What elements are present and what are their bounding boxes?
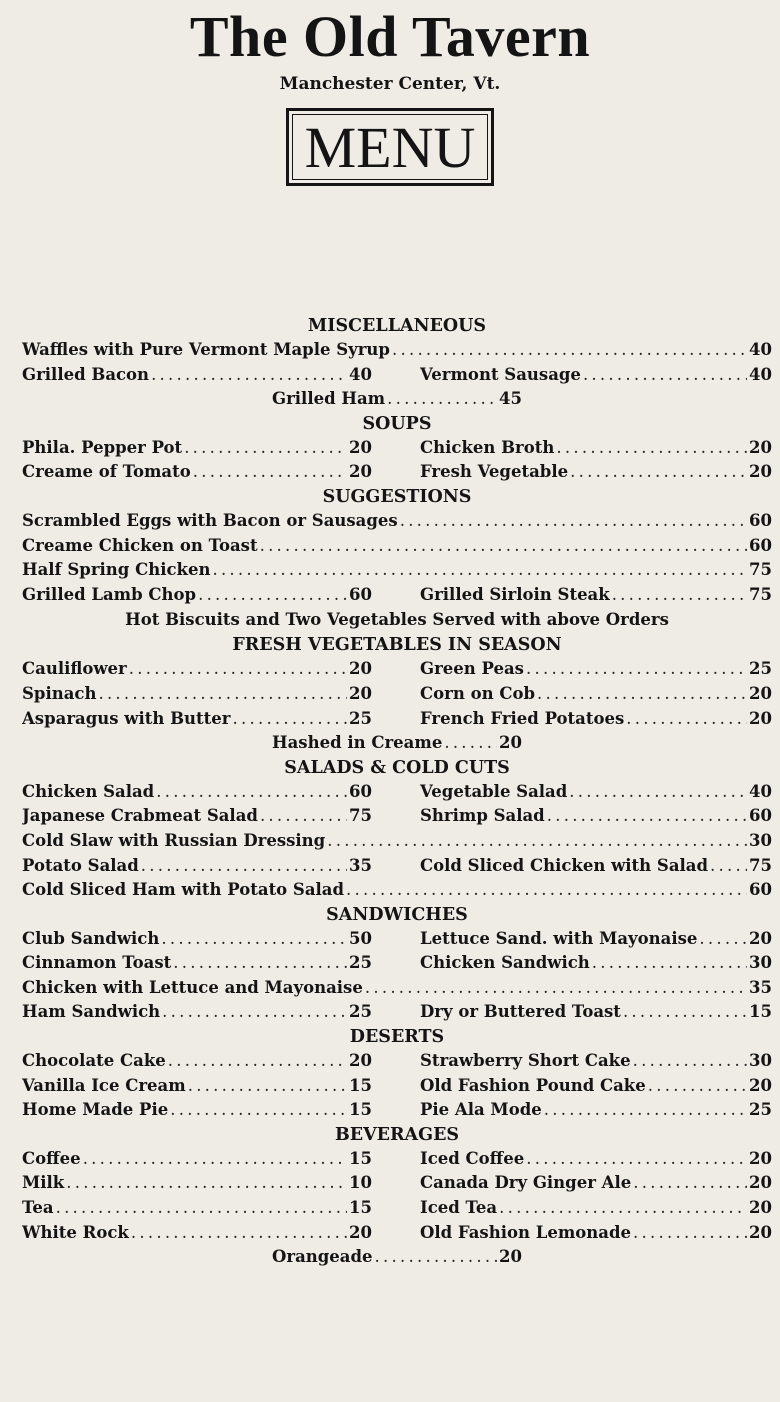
menu-item xyxy=(22,829,772,854)
restaurant-name: The Old Tavern xyxy=(189,4,591,69)
item-price: 25 xyxy=(749,659,772,679)
item-name: Home Made Pie xyxy=(22,1100,169,1120)
item-price: 20 xyxy=(349,1051,372,1071)
item-name: Chocolate Cake xyxy=(22,1051,166,1071)
menu-item xyxy=(372,657,772,682)
menu-item xyxy=(22,878,772,903)
menu-item xyxy=(22,436,372,461)
item-name: Hashed in Creame xyxy=(272,733,443,753)
menu-item xyxy=(22,534,772,559)
item-name: Vanilla Ice Cream xyxy=(22,1075,186,1095)
item-price: 40 xyxy=(749,340,772,359)
item-name: Cauliflower xyxy=(22,659,127,679)
item-name: Ham Sandwich xyxy=(22,1002,161,1022)
menu-item xyxy=(372,1171,772,1196)
item-price: 35 xyxy=(749,977,772,997)
item-name: Japanese Crabmeat Salad xyxy=(22,806,258,826)
menu-item xyxy=(22,338,772,363)
menu-item xyxy=(22,1221,372,1246)
menu-body xyxy=(22,314,772,1270)
item-price: 15 xyxy=(349,1075,372,1095)
menu-item xyxy=(372,854,772,879)
item-price: 30 xyxy=(749,953,772,973)
menu-item xyxy=(372,460,772,485)
menu-item xyxy=(372,951,772,976)
item-name: Dry or Buttered Toast xyxy=(420,1002,621,1022)
item-price: 20 xyxy=(349,437,372,457)
menu-item xyxy=(372,1074,772,1099)
menu-item xyxy=(22,1171,372,1196)
item-name: Coffee xyxy=(22,1148,81,1168)
item-price: 60 xyxy=(349,781,372,801)
menu-item xyxy=(372,363,772,388)
item-name: Scrambled Eggs with Bacon or Sausages xyxy=(22,510,398,530)
section-title-soups: SOUPS xyxy=(362,413,432,434)
item-price: 25 xyxy=(349,953,372,973)
item-price: 30 xyxy=(749,1051,772,1071)
menu-label-box xyxy=(286,108,495,186)
menu-item xyxy=(372,436,772,461)
item-price: 20 xyxy=(749,1222,772,1242)
item-price: 20 xyxy=(499,1247,522,1267)
section-title-vegetables: FRESH VEGETABLES IN SEASON xyxy=(232,635,562,656)
item-name: Creame of Tomato xyxy=(22,462,191,482)
item-price: 20 xyxy=(349,659,372,679)
item-price: 20 xyxy=(749,462,772,482)
suggestions-note: Hot Biscuits and Two Vegetables Served with above Orders xyxy=(125,610,669,630)
item-name: Fresh Vegetable xyxy=(420,462,569,482)
item-price: 20 xyxy=(499,733,522,753)
menu-item xyxy=(22,1000,372,1025)
menu-item xyxy=(22,1196,372,1221)
item-price: 20 xyxy=(349,462,372,482)
menu-item xyxy=(22,780,372,805)
item-price: 15 xyxy=(349,1148,372,1168)
section-title-deserts: DESERTS xyxy=(349,1027,445,1048)
menu-item xyxy=(22,1049,372,1074)
item-price: 20 xyxy=(749,1173,772,1193)
item-name: Chicken with Lettuce and Mayonaise xyxy=(22,977,363,997)
menu-item xyxy=(22,460,372,485)
item-name: Tea xyxy=(22,1198,54,1218)
item-price: 20 xyxy=(749,1148,772,1168)
item-price: 20 xyxy=(749,1075,772,1095)
menu-item xyxy=(372,927,772,952)
menu-item xyxy=(272,387,522,412)
item-name: Creame Chicken on Toast xyxy=(22,535,258,555)
item-price: 75 xyxy=(349,806,372,826)
item-price: 50 xyxy=(349,928,372,948)
item-price: 20 xyxy=(749,1198,772,1218)
menu-item xyxy=(372,1196,772,1221)
item-price: 40 xyxy=(349,364,372,384)
menu-item xyxy=(22,682,372,707)
menu-item xyxy=(22,951,372,976)
item-price: 75 xyxy=(749,560,772,580)
menu-item xyxy=(22,804,372,829)
menu-item xyxy=(22,707,372,732)
item-name: Orangeade xyxy=(272,1247,373,1267)
item-name: Phila. Pepper Pot xyxy=(22,437,183,457)
menu-item xyxy=(22,1074,372,1099)
item-name: Half Spring Chicken xyxy=(22,560,211,580)
menu-item xyxy=(22,927,372,952)
item-name: Corn on Cob xyxy=(420,683,535,703)
item-name: Shrimp Salad xyxy=(420,806,545,826)
item-name: Old Fashion Pound Cake xyxy=(420,1075,646,1095)
section-title-salads: SALADS & COLD CUTS xyxy=(284,757,510,778)
item-price: 20 xyxy=(749,437,772,457)
item-name: Iced Tea xyxy=(420,1198,498,1218)
item-name: Grilled Ham xyxy=(272,389,386,409)
item-price: 45 xyxy=(499,389,522,409)
section-title-sandwiches: SANDWICHES xyxy=(326,904,468,925)
menu-item xyxy=(272,731,522,756)
item-price: 15 xyxy=(749,1002,772,1022)
item-name: White Rock xyxy=(22,1222,129,1242)
menu-item xyxy=(22,976,772,1001)
menu-label: MENU xyxy=(292,114,489,180)
restaurant-location: Manchester Center, Vt. xyxy=(279,74,501,94)
item-price: 40 xyxy=(749,781,772,801)
item-name: Pie Ala Mode xyxy=(420,1100,542,1120)
item-name: Lettuce Sand. with Mayonaise xyxy=(420,928,698,948)
item-name: French Fried Potatoes xyxy=(420,708,625,728)
item-name: Green Peas xyxy=(420,659,524,679)
item-name: Cold Slaw with Russian Dressing xyxy=(22,830,326,850)
item-price: 15 xyxy=(349,1100,372,1120)
item-name: Cold Sliced Chicken with Salad xyxy=(420,855,709,875)
section-title-miscellaneous: MISCELLANEOUS xyxy=(307,316,487,336)
item-name: Grilled Lamb Chop xyxy=(22,584,197,604)
item-price: 60 xyxy=(749,535,772,555)
item-name: Milk xyxy=(22,1173,65,1193)
item-name: Chicken Broth xyxy=(420,437,555,457)
item-name: Vermont Sausage xyxy=(420,364,581,384)
item-price: 25 xyxy=(349,708,372,728)
item-price: 60 xyxy=(749,510,772,530)
item-price: 20 xyxy=(749,683,772,703)
menu-item xyxy=(22,363,372,388)
menu-item xyxy=(22,1098,372,1123)
menu-item xyxy=(372,707,772,732)
item-price: 10 xyxy=(349,1173,372,1193)
item-price: 60 xyxy=(749,806,772,826)
item-name: Spinach xyxy=(22,683,97,703)
item-name: Waffles with Pure Vermont Maple Syrup xyxy=(22,340,390,359)
menu-item xyxy=(22,854,372,879)
menu-item xyxy=(272,1245,522,1270)
item-name: Cinnamon Toast xyxy=(22,953,172,973)
section-title-suggestions: SUGGESTIONS xyxy=(322,486,472,507)
menu-item xyxy=(372,682,772,707)
item-name: Vegetable Salad xyxy=(420,781,568,801)
item-price: 60 xyxy=(349,584,372,604)
menu-item xyxy=(372,1098,772,1123)
item-price: 20 xyxy=(749,928,772,948)
item-price: 35 xyxy=(349,855,372,875)
menu-item xyxy=(22,1147,372,1172)
item-name: Chicken Salad xyxy=(22,781,155,801)
item-name: Grilled Bacon xyxy=(22,364,150,384)
item-price: 60 xyxy=(749,880,772,900)
item-name: Cold Sliced Ham with Potato Salad xyxy=(22,880,345,900)
item-price: 30 xyxy=(749,830,772,850)
menu-item xyxy=(372,583,772,608)
menu-item xyxy=(22,583,372,608)
menu-item xyxy=(372,1221,772,1246)
menu-item xyxy=(372,1049,772,1074)
item-name: Grilled Sirloin Steak xyxy=(420,584,610,604)
menu-item xyxy=(22,509,772,534)
menu-item xyxy=(372,804,772,829)
item-price: 15 xyxy=(349,1198,372,1218)
menu-item xyxy=(372,780,772,805)
menu-item xyxy=(22,657,372,682)
item-name: Canada Dry Ginger Ale xyxy=(420,1173,632,1193)
item-price: 20 xyxy=(349,1222,372,1242)
item-name: Iced Coffee xyxy=(420,1148,525,1168)
item-name: Old Fashion Lemonade xyxy=(420,1222,632,1242)
section-title-beverages: BEVERAGES xyxy=(334,1124,460,1145)
item-price: 75 xyxy=(749,855,772,875)
item-price: 40 xyxy=(749,364,772,384)
item-name: Asparagus with Butter xyxy=(22,708,231,728)
menu-item xyxy=(372,1147,772,1172)
menu-header xyxy=(0,0,780,186)
menu-item xyxy=(372,1000,772,1025)
item-name: Potato Salad xyxy=(22,855,139,875)
item-price: 25 xyxy=(749,1100,772,1120)
item-price: 25 xyxy=(349,1002,372,1022)
item-name: Club Sandwich xyxy=(22,928,160,948)
item-price: 20 xyxy=(749,708,772,728)
item-price: 20 xyxy=(349,683,372,703)
item-name: Strawberry Short Cake xyxy=(420,1051,631,1071)
item-name: Chicken Sandwich xyxy=(420,953,590,973)
menu-item xyxy=(22,558,772,583)
item-price: 75 xyxy=(749,584,772,604)
